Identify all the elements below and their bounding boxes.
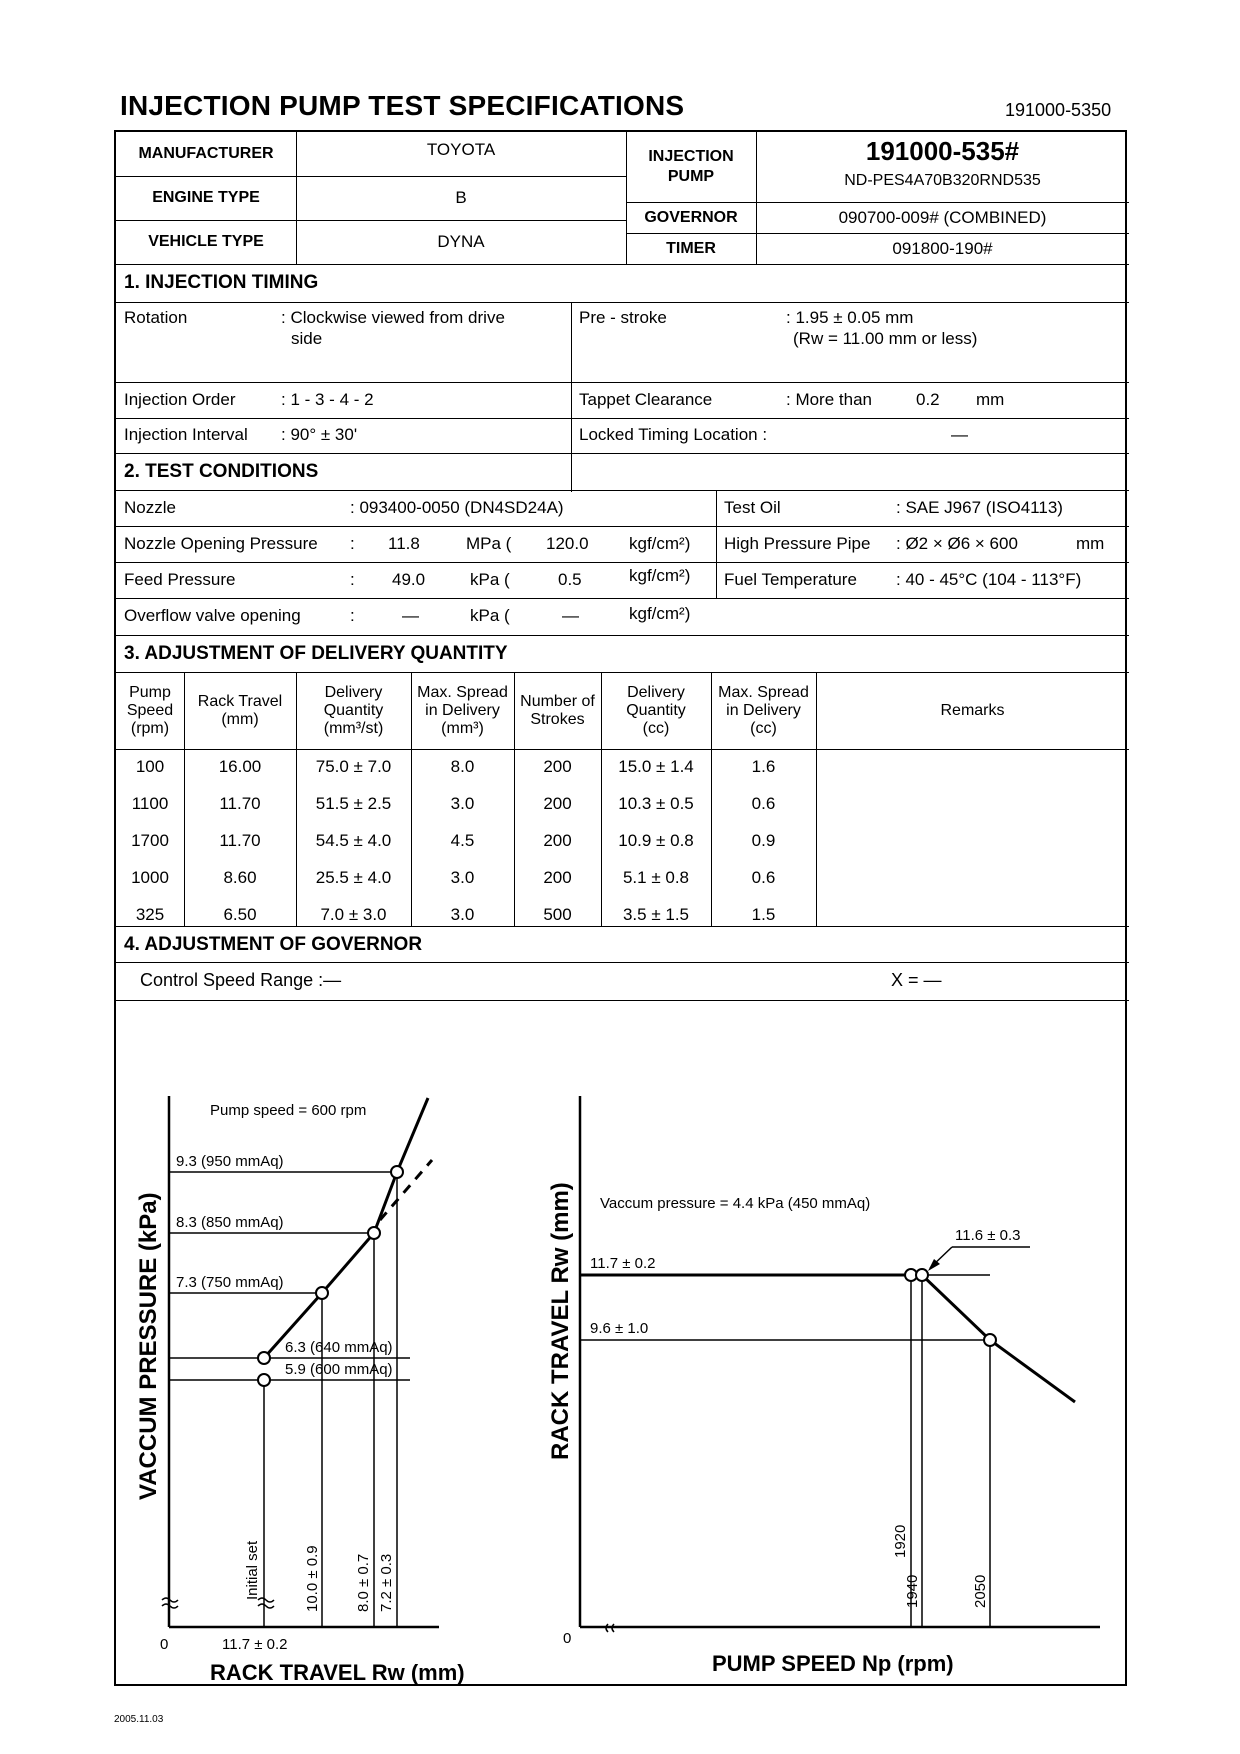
overflow-valve-label: Overflow valve opening <box>124 606 301 625</box>
table-cell: 6.50 <box>223 905 257 924</box>
section-2-heading: 2. TEST CONDITIONS <box>124 461 319 482</box>
table-cell: 11.70 <box>219 794 261 813</box>
mpa-unit: MPa ( <box>466 534 512 553</box>
right-y-axis-label: RACK TRAVEL Rw (mm) <box>547 1182 574 1460</box>
table-cell: 1.5 <box>751 905 776 924</box>
injection-order-value: : 1 - 3 - 4 - 2 <box>281 390 374 409</box>
left-x-tick-label: 11.7 ± 0.2 <box>222 1636 288 1653</box>
prestroke-note: (Rw = 11.00 mm or less) <box>793 329 978 348</box>
kgf-unit: kgf/cm²) <box>629 604 691 623</box>
vehicle-type-label: VEHICLE TYPE <box>148 233 264 250</box>
table-header: Rack Travel (mm) <box>197 692 283 728</box>
y-label-8-3: 8.3 (850 mmAq) <box>176 1214 284 1231</box>
pump-model: ND-PES4A70B320RND535 <box>844 172 1041 189</box>
colon: : <box>350 534 355 553</box>
left-x-axis-label: RACK TRAVEL Rw (mm) <box>210 1660 465 1685</box>
table-cell: 200 <box>543 794 572 813</box>
table-cell: 325 <box>135 905 165 924</box>
nozzle-value: : 093400-0050 (DN4SD24A) <box>350 498 564 517</box>
kgf-unit: kgf/cm²) <box>629 566 691 585</box>
page-title: INJECTION PUMP TEST SPECIFICATIONS <box>120 90 685 121</box>
table-cell: 5.1 ± 0.8 <box>622 868 690 887</box>
test-oil-label: Test Oil <box>724 498 781 517</box>
vertical-label-initial-set: Initial set <box>244 1540 261 1600</box>
injection-interval-label: Injection Interval <box>124 425 248 444</box>
x-label-1920: 1920 <box>892 1524 909 1558</box>
governor-label: GOVERNOR <box>644 208 738 226</box>
x-label-2050: 2050 <box>972 1574 989 1608</box>
table-cell: 3.0 <box>450 794 475 813</box>
table-cell: 200 <box>543 831 572 850</box>
colon: : <box>350 570 355 589</box>
nozzle-label: Nozzle <box>124 498 176 517</box>
manufacturer-label: MANUFACTURER <box>138 145 274 162</box>
manufacturer-value: TOYOTA <box>426 140 496 159</box>
rotation-value-cont: side <box>291 329 323 348</box>
table-cell: 11.70 <box>219 831 261 850</box>
table-header: Max. Spread in Delivery (cc) <box>718 683 809 737</box>
vehicle-type-value: DYNA <box>437 232 485 251</box>
table-cell: 3.5 ± 1.5 <box>622 905 690 924</box>
locked-timing-label: Locked Timing Location : <box>579 425 768 444</box>
table-cell: 500 <box>543 905 572 924</box>
right-origin-label: 0 <box>563 1630 572 1647</box>
table-cell: 15.0 ± 1.4 <box>618 757 694 776</box>
rotation-value: : Clockwise viewed from drive <box>281 308 505 327</box>
table-cell: 3.0 <box>450 905 475 924</box>
kpa-unit: kPa ( <box>470 570 510 589</box>
table-cell: 1100 <box>131 794 169 813</box>
engine-type-label: ENGINE TYPE <box>152 189 260 206</box>
test-oil-value: : SAE J967 (ISO4113) <box>896 498 1063 517</box>
right-x-axis-label: PUMP SPEED Np (rpm) <box>712 1651 954 1676</box>
locked-timing-value: — <box>951 425 968 444</box>
section-3-heading: 3. ADJUSTMENT OF DELIVERY QUANTITY <box>124 643 508 664</box>
callout-label: 11.6 ± 0.3 <box>955 1227 1021 1244</box>
vertical-label-7-2: 7.2 ± 0.3 <box>378 1553 395 1612</box>
overflow-kgf-value: — <box>562 606 579 625</box>
table-cell: 7.0 ± 3.0 <box>320 905 387 924</box>
pump-code: 191000-535# <box>865 136 1020 166</box>
vertical-label-10-0: 10.0 ± 0.9 <box>304 1545 321 1612</box>
engine-type-value: B <box>455 188 467 207</box>
left-y-axis-label: VACCUM PRESSURE (kPa) <box>135 1192 162 1500</box>
nop-kgf-value: 120.0 <box>546 534 589 553</box>
vertical-label-8-0: 8.0 ± 0.7 <box>355 1553 372 1612</box>
injection-interval-value: : 90° ± 30' <box>281 425 358 444</box>
y-label-7-3: 7.3 (750 mmAq) <box>176 1274 284 1291</box>
table-cell: 3.0 <box>450 868 475 887</box>
y-label-11-7: 11.7 ± 0.2 <box>590 1255 656 1272</box>
left-origin-label: 0 <box>160 1636 169 1653</box>
table-header: Delivery Quantity (cc) <box>626 683 686 737</box>
timer-value: 091800-190# <box>892 238 993 258</box>
table-cell: 0.9 <box>751 831 776 850</box>
table-cell: 10.9 ± 0.8 <box>618 831 694 850</box>
table-cell: 75.0 ± 7.0 <box>315 757 392 776</box>
table-header: Pump Speed (rpm) <box>126 683 174 737</box>
tappet-value: 0.2 <box>916 390 940 409</box>
section-1-heading: 1. INJECTION TIMING <box>124 272 319 293</box>
colon: : <box>350 606 355 625</box>
nop-mpa-value: 11.8 <box>388 534 420 553</box>
injection-pump-label: INJECTION PUMP <box>648 148 734 185</box>
dashed-extension <box>380 1160 432 1220</box>
kgf-unit: kgf/cm²) <box>629 534 691 553</box>
pressure-curve <box>264 1098 428 1358</box>
overflow-kpa-value: — <box>402 606 419 625</box>
y-label-6-3: 6.3 (640 mmAq) <box>285 1339 393 1356</box>
section-4-heading: 4. ADJUSTMENT OF GOVERNOR <box>124 934 423 955</box>
rack-travel-curve <box>580 1275 1075 1402</box>
table-cell: 1.6 <box>751 757 776 776</box>
high-pressure-pipe-unit: mm <box>1076 534 1105 553</box>
timer-label: TIMER <box>666 239 716 257</box>
table-cell: 200 <box>543 868 572 887</box>
table-header: Remarks <box>940 701 1005 719</box>
table-cell: 100 <box>135 757 165 776</box>
tappet-prefix: : More than <box>786 390 872 409</box>
table-cell: 54.5 ± 4.0 <box>315 831 392 850</box>
y-label-9-6: 9.6 ± 1.0 <box>590 1320 649 1337</box>
control-speed-range: Control Speed Range :— <box>140 970 342 990</box>
tappet-label: Tappet Clearance <box>579 390 713 409</box>
table-cell: 10.3 ± 0.5 <box>618 794 694 813</box>
kpa-unit: kPa ( <box>470 606 510 625</box>
feed-pressure-label: Feed Pressure <box>124 570 236 589</box>
right-chart-note: Vaccum pressure = 4.4 kPa (450 mmAq) <box>600 1195 871 1212</box>
rotation-label: Rotation <box>124 308 188 327</box>
high-pressure-pipe-value: : Ø2 × Ø6 × 600 <box>896 534 1018 553</box>
table-header: Delivery Quantity (mm³/st) <box>323 683 384 737</box>
table-header: Max. Spread in Delivery (mm³) <box>417 683 508 737</box>
prestroke-value: : 1.95 ± 0.05 mm <box>786 308 914 327</box>
table-cell: 8.0 <box>450 757 475 776</box>
y-label-9-3: 9.3 (950 mmAq) <box>176 1153 284 1170</box>
tappet-unit: mm <box>976 390 1005 409</box>
high-pressure-pipe-label: High Pressure Pipe <box>724 534 871 553</box>
table-cell: 51.5 ± 2.5 <box>315 794 392 813</box>
table-cell: 200 <box>543 757 572 776</box>
table-cell: 1000 <box>131 868 169 887</box>
table-cell: 25.5 ± 4.0 <box>315 868 392 887</box>
feed-kpa-value: 49.0 <box>392 570 426 589</box>
table-cell: 4.5 <box>450 831 475 850</box>
document-number: 191000-5350 <box>1005 100 1112 120</box>
feed-kgf-value: 0.5 <box>558 570 582 589</box>
table-cell: 1700 <box>131 831 169 850</box>
table-cell: 0.6 <box>751 868 776 887</box>
revision-date: 2005.11.03 <box>114 1714 164 1725</box>
injection-order-label: Injection Order <box>124 390 236 409</box>
fuel-temperature-label: Fuel Temperature <box>724 570 857 589</box>
table-cell: 0.6 <box>751 794 776 813</box>
table-header: Number of Strokes <box>520 692 595 728</box>
x-label-1940: 1940 <box>904 1574 921 1608</box>
governor-value: 090700-009# (COMBINED) <box>838 207 1047 227</box>
prestroke-label: Pre - stroke <box>579 308 667 327</box>
x-value: X = — <box>891 970 942 990</box>
y-label-5-9: 5.9 (600 mmAq) <box>285 1361 393 1378</box>
fuel-temperature-value: : 40 - 45°C (104 - 113°F) <box>896 570 1082 589</box>
left-chart-note: Pump speed = 600 rpm <box>210 1102 367 1119</box>
table-cell: 8.60 <box>223 868 257 887</box>
table-cell: 16.00 <box>218 757 262 776</box>
nozzle-opening-pressure-label: Nozzle Opening Pressure <box>124 534 318 553</box>
